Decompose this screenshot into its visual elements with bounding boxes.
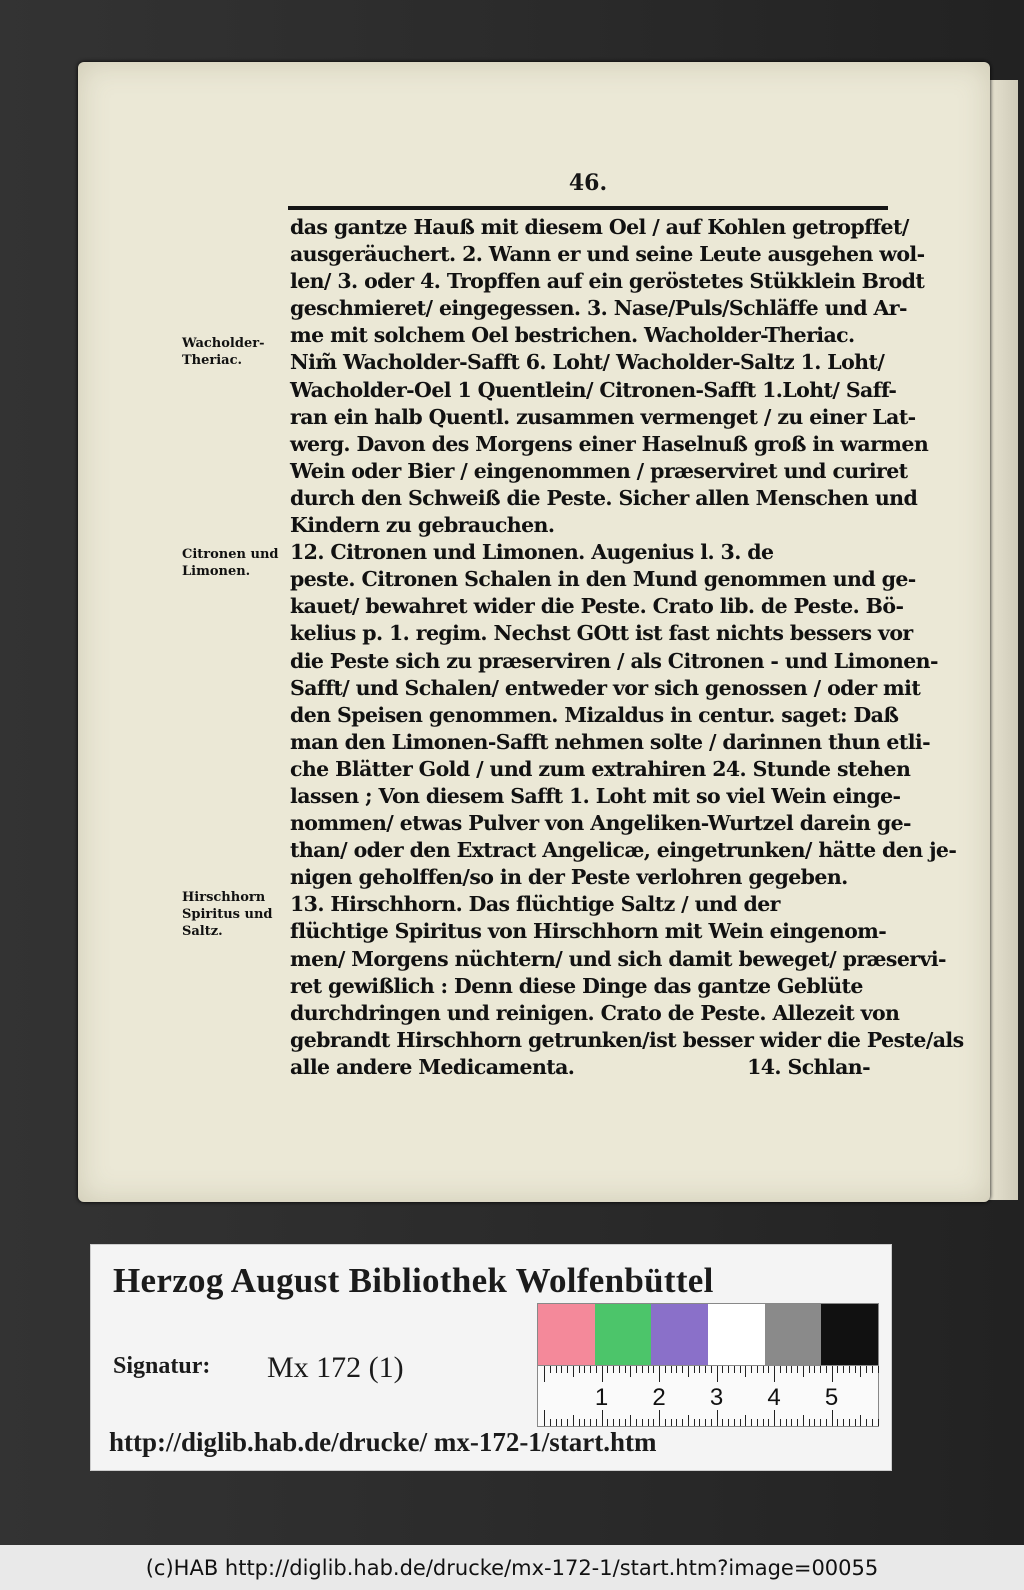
ruler-tick (786, 1366, 787, 1373)
ruler-tick (809, 1419, 810, 1426)
ruler-tick (797, 1419, 798, 1426)
ruler-tick (653, 1419, 654, 1426)
margin-note-line: Spiritus und (182, 907, 273, 922)
ruler-tick (832, 1366, 833, 1382)
margin-note-line: Limonen. (182, 564, 251, 579)
ruler-tick (872, 1366, 873, 1373)
catchword: 14. Schlan- (747, 1054, 870, 1079)
ruler-tick (607, 1366, 608, 1373)
ruler-tick (694, 1419, 695, 1426)
ruler-tick (878, 1419, 879, 1426)
text-line: men/ Morgens nüchtern/ und sich damit beweget/ præservi- (290, 946, 946, 971)
ruler-tick (786, 1419, 787, 1426)
text-line: gebrandt Hirschhorn getrunken/ist besser wider die Peste/als (290, 1027, 964, 1052)
ruler-tick (671, 1419, 672, 1426)
ruler-tick (556, 1366, 557, 1373)
color-calibration-chart (537, 1303, 879, 1367)
page-number: 46. (568, 170, 608, 196)
ruler-tick (757, 1419, 758, 1426)
text-line: than/ oder den Extract Angelicæ, eingetrunken/ hätte den je- (290, 838, 957, 863)
ruler-tick (860, 1366, 861, 1377)
color-swatch (765, 1304, 822, 1366)
ruler-tick (699, 1419, 700, 1426)
text-line: geschmieret/ eingegessen. 3. Nase/Puls/Schläffe und Ar- (290, 296, 907, 321)
text-line: kauet/ bewahret wider die Peste. Crato lib. de Peste. Bö- (290, 594, 904, 619)
ruler-tick (590, 1419, 591, 1426)
color-swatch (708, 1304, 765, 1366)
library-url: http://diglib.hab.de/drucke/ mx-172-1/start.htm (109, 1427, 657, 1457)
text-line: kelius p. 1. regim. Nechst GOtt ist fast nichts bessers vor (290, 621, 913, 646)
ruler-number: 1 (594, 1384, 609, 1411)
ruler-tick (855, 1419, 856, 1426)
ruler-tick (671, 1366, 672, 1373)
text-line: peste. Citronen Schalen in den Mund genommen und ge- (290, 567, 916, 592)
ruler-tick (584, 1419, 585, 1426)
ruler-number: 4 (767, 1384, 781, 1411)
ruler-tick (763, 1419, 764, 1426)
ruler-tick (567, 1366, 568, 1373)
ruler-tick (837, 1366, 838, 1373)
ruler-tick (820, 1366, 821, 1373)
ruler-tick (561, 1419, 562, 1426)
ruler-tick (717, 1410, 718, 1426)
ruler-tick (550, 1419, 551, 1426)
text-line: me mit solchem Oel bestrichen. Wacholder-Theriac. (290, 323, 855, 348)
ruler-tick (849, 1366, 850, 1373)
text-line: len/ 3. oder 4. Tropffen auf ein geröstetes Stükklein Brodt (290, 269, 925, 294)
ruler-tick (711, 1366, 712, 1373)
ruler-tick (872, 1419, 873, 1426)
ruler-tick (837, 1419, 838, 1426)
color-swatch (651, 1304, 708, 1366)
text-line: lassen ; Von diesem Safft 1. Loht mit so viel Wein einge- (290, 783, 901, 808)
ruler-tick (843, 1366, 844, 1373)
text-line: che Blätter Gold / und zum extrahiren 24. Stunde stehen (290, 756, 911, 781)
color-swatch (595, 1304, 652, 1366)
ruler-tick (579, 1419, 580, 1426)
scale-ruler (537, 1365, 879, 1427)
text-line: nommen/ etwas Pulver von Angeliken-Wurtzel darein ge- (290, 811, 911, 836)
text-line: 13. Hirschhorn. Das flüchtige Saltz / und der (290, 892, 780, 917)
ruler-tick (613, 1419, 614, 1426)
text-line: das gantze Hauß mit diesem Oel / auf Kohlen getropffet/ (290, 215, 909, 239)
ruler-tick (734, 1366, 735, 1373)
ruler-tick (860, 1415, 861, 1426)
ruler-tick (642, 1366, 643, 1373)
ruler-tick (843, 1419, 844, 1426)
ruler-number: 5 (824, 1384, 839, 1411)
ruler-tick (740, 1419, 741, 1426)
text-line: Kindern zu gebrauchen. (290, 513, 555, 538)
ruler-tick (757, 1366, 758, 1373)
ruler-tick (567, 1419, 568, 1426)
ruler-tick (820, 1419, 821, 1426)
ruler-tick (648, 1419, 649, 1426)
ruler-tick (665, 1419, 666, 1426)
ruler-tick (722, 1366, 723, 1373)
ruler-tick (619, 1366, 620, 1373)
ruler-tick (630, 1366, 631, 1377)
ruler-tick (768, 1366, 769, 1373)
ruler-tick (653, 1366, 654, 1373)
ruler-tick (602, 1366, 603, 1382)
ruler-tick (659, 1410, 660, 1426)
signature-value: Mx 172 (1) (267, 1351, 404, 1384)
ruler-tick (774, 1366, 775, 1382)
ruler-tick (573, 1366, 574, 1377)
ruler-tick (826, 1366, 827, 1373)
ruler-tick (780, 1366, 781, 1373)
ruler-tick (745, 1415, 746, 1426)
ruler-tick (688, 1415, 689, 1426)
ruler-tick (579, 1366, 580, 1373)
ruler-tick (636, 1366, 637, 1373)
ruler-tick (694, 1366, 695, 1373)
text-line: nigen geholffen/so in der Peste verlohren gegeben. (290, 865, 848, 890)
ruler-tick (751, 1366, 752, 1373)
ruler-tick (745, 1366, 746, 1377)
ruler-tick (814, 1366, 815, 1373)
ruler-tick (832, 1410, 833, 1426)
ruler-tick (630, 1415, 631, 1426)
ruler-tick (659, 1366, 660, 1382)
footer-text: (c)HAB http://diglib.hab.de/drucke/mx-172-1/start.htm?image=00055 (145, 1555, 879, 1580)
ruler-tick (665, 1366, 666, 1373)
ruler-number: 3 (709, 1384, 724, 1411)
header-rule (288, 206, 888, 210)
ruler-tick (682, 1419, 683, 1426)
ruler-tick (642, 1419, 643, 1426)
ruler-tick (717, 1366, 718, 1382)
ruler-tick (699, 1366, 700, 1373)
library-name: Herzog August Bibliothek Wolfenbüttel (113, 1261, 714, 1300)
ruler-tick (763, 1366, 764, 1373)
margin-note-citronen (182, 546, 292, 580)
text-line: durchdringen und reinigen. Crato de Peste. Allezeit von (290, 1000, 900, 1025)
ruler-tick (791, 1366, 792, 1373)
margin-note-line: Citronen und (182, 547, 279, 562)
ruler-tick (584, 1366, 585, 1373)
ruler-tick (826, 1419, 827, 1426)
text-line: die Peste sich zu præserviren / als Citronen - und Limonen- (290, 648, 938, 673)
ruler-tick (866, 1419, 867, 1426)
ruler-tick (625, 1419, 626, 1426)
ruler-tick (722, 1419, 723, 1426)
ruler-tick (878, 1366, 879, 1373)
ruler-tick (849, 1419, 850, 1426)
text-line: werg. Davon des Morgens einer Haselnuß groß in warmen (290, 431, 929, 456)
text-line: den Speisen genommen. Mizaldus in centur. saget: Daß (290, 702, 899, 727)
ruler-tick (803, 1415, 804, 1426)
ruler-tick (855, 1366, 856, 1373)
text-line: 12. Citronen und Limonen. Augenius l. 3. de (290, 540, 774, 565)
text-line: ausgeräuchert. 2. Wann er und seine Leute ausgehen wol- (290, 242, 925, 267)
margin-note-line: Wacholder- (182, 336, 265, 351)
ruler-tick (682, 1366, 683, 1373)
margin-note-hirschhorn (182, 889, 292, 940)
ruler-tick (602, 1410, 603, 1426)
ruler-tick (590, 1366, 591, 1373)
ruler-tick (561, 1366, 562, 1373)
ruler-tick (734, 1419, 735, 1426)
footer-bar (0, 1545, 1024, 1590)
ruler-tick (780, 1419, 781, 1426)
body-text (290, 214, 964, 1081)
ruler-tick (636, 1419, 637, 1426)
color-swatch (821, 1304, 878, 1366)
color-swatch (538, 1304, 595, 1366)
ruler-tick (556, 1419, 557, 1426)
margin-note-line: Saltz. (182, 924, 223, 939)
ruler-tick (774, 1410, 775, 1426)
ruler-tick (705, 1366, 706, 1373)
ruler-tick (797, 1366, 798, 1373)
text-line: ran ein halb Quentl. zusammen vermenget / zu einer Lat- (290, 404, 916, 429)
ruler-tick (803, 1366, 804, 1377)
library-card (90, 1244, 892, 1471)
text-line: durch den Schweiß die Peste. Sicher allen Menschen und (290, 485, 918, 510)
ruler-tick (711, 1419, 712, 1426)
signature-label: Signatur: (113, 1353, 211, 1379)
text-line: ret gewißlich : Denn diese Dinge das gantze Geblüte (290, 973, 863, 998)
text-line: man den Limonen-Safft nehmen solte / darinnen thun etli- (290, 729, 931, 754)
ruler-tick (791, 1419, 792, 1426)
ruler-tick (688, 1366, 689, 1377)
ruler-tick (740, 1366, 741, 1373)
ruler-tick (768, 1419, 769, 1426)
ruler-tick (573, 1415, 574, 1426)
ruler-tick (728, 1366, 729, 1373)
ruler-tick (676, 1419, 677, 1426)
ruler-tick (676, 1366, 677, 1373)
text-line: alle andere Medicamenta. (290, 1054, 575, 1079)
ruler-tick (751, 1419, 752, 1426)
text-line: flüchtige Spiritus von Hirschhorn mit Wein eingenom- (290, 919, 887, 944)
ruler-tick (544, 1366, 545, 1382)
ruler-tick (809, 1366, 810, 1373)
ruler-tick (866, 1366, 867, 1373)
ruler-tick (607, 1419, 608, 1426)
ruler-tick (596, 1419, 597, 1426)
margin-note-wacholder (182, 335, 292, 369)
ruler-tick (814, 1419, 815, 1426)
ruler-tick (728, 1419, 729, 1426)
ruler-tick (705, 1419, 706, 1426)
ruler-tick (596, 1366, 597, 1373)
margin-note-line: Theriac. (182, 353, 243, 368)
ruler-tick (613, 1366, 614, 1373)
text-line: Wacholder-Oel 1 Quentlein/ Citronen-Safft 1.Loht/ Saff- (290, 377, 897, 402)
ruler-number: 2 (652, 1384, 666, 1411)
text-line: Safft/ und Schalen/ entweder vor sich genossen / oder mit (290, 675, 921, 700)
ruler-tick (648, 1366, 649, 1373)
ruler-tick (625, 1366, 626, 1373)
ruler-tick (550, 1366, 551, 1373)
margin-note-line: Hirschhorn (182, 890, 266, 905)
text-line: Nim̃ Wacholder-Safft 6. Loht/ Wacholder-Saltz 1. Loht/ (290, 350, 885, 375)
text-line: Wein oder Bier / eingenommen / præserviret und curiret (290, 458, 908, 483)
ruler-tick (619, 1419, 620, 1426)
ruler-tick (544, 1410, 545, 1426)
